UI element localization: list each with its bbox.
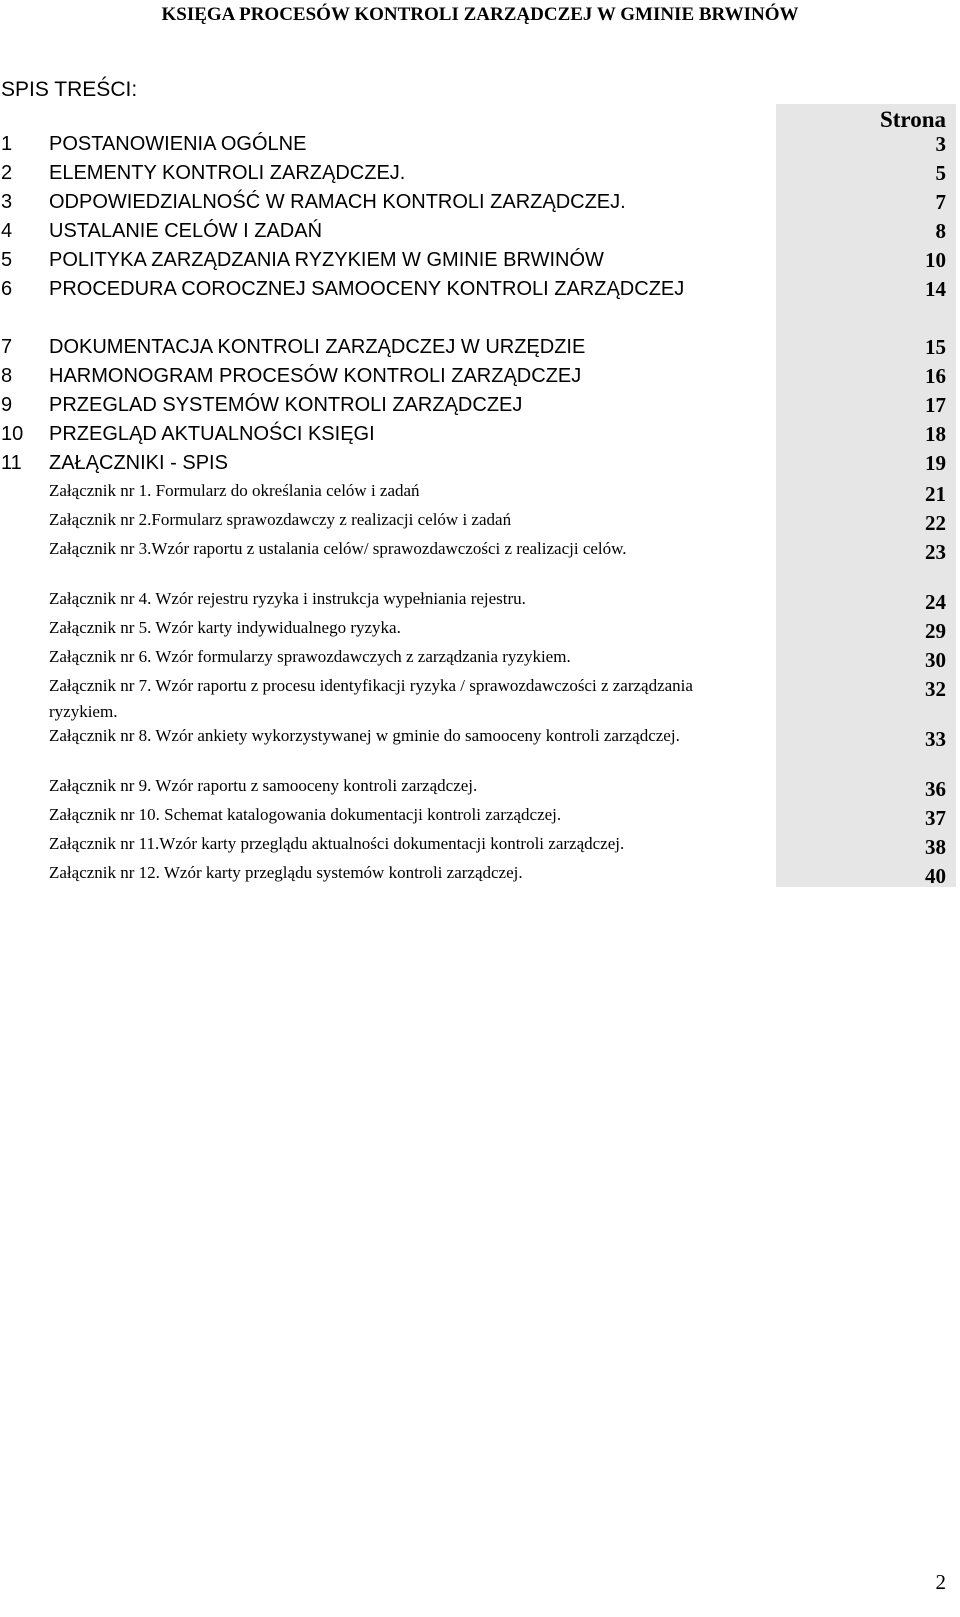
attachment-page: 23 [925,540,946,564]
attachment-page: 40 [925,864,946,888]
attachment-page: 32 [925,677,946,701]
attachment-page: 22 [925,511,946,535]
toc-row-page: 5 [935,161,946,185]
toc-row-number: 11 [1,452,22,474]
toc-row-page: 19 [925,451,946,475]
attachment-label: Załącznik nr 4. Wzór rejestru ryzyka i instrukcja wypełniania rejestru. [49,589,526,608]
page-column-header: Strona [879,107,946,132]
toc-row-label: USTALANIE CELÓW I ZADAŃ [49,220,323,242]
toc-row-label: PRZEGLĄD AKTUALNOŚCI KSIĘGI [49,423,375,445]
attachment-label: Załącznik nr 12. Wzór karty przeglądu systemów kontroli zarządczej. [49,863,523,882]
toc-row-number: 4 [1,220,13,242]
toc-row-label: ELEMENTY KONTROLI ZARZĄDCZEJ. [49,162,406,184]
toc-row-number: 2 [1,162,13,184]
toc-row-number: 1 [1,133,13,155]
toc-row-label: ZAŁĄCZNIKI - SPIS [49,452,228,474]
toc-row-number: 10 [1,423,24,445]
attachment-label: Załącznik nr 2.Formularz sprawozdawczy z realizacji celów i zadań [49,510,512,529]
attachment-page: 36 [925,777,946,801]
toc-row-page: 17 [925,393,946,417]
attachment-label: Załącznik nr 7. Wzór raportu z procesu identyfikacji ryzyka / sprawozdawczości z zarządzania ryzykiem. [49,676,693,721]
toc-row-number: 7 [1,336,13,358]
toc-row-number: 5 [1,249,13,271]
attachment-label: Załącznik nr 3.Wzór raportu z ustalania celów/ sprawozdawczości z realizacji celów. [49,539,627,558]
attachment-label: Załącznik nr 1. Formularz do określania celów i zadań [49,481,420,500]
attachment-label: Załącznik nr 11.Wzór karty przeglądu aktualności dokumentacji kontroli zarządczej. [49,834,625,853]
attachment-label: Załącznik nr 8. Wzór ankiety wykorzystywanej w gminie do samooceny kontroli zarządczej. [49,726,680,745]
attachment-page: 38 [925,835,946,859]
toc-row-page: 16 [925,364,946,388]
toc-row-label: DOKUMENTACJA KONTROLI ZARZĄDCZEJ W URZĘDZIE [49,336,586,358]
toc-row-number: 8 [1,365,13,387]
attachment-page: 30 [925,648,946,672]
attachment-label: Załącznik nr 5. Wzór karty indywidualnego ryzyka. [49,618,401,637]
toc-row-page: 14 [925,277,946,301]
toc-row-label: PROCEDURA COROCZNEJ SAMOOCENY KONTROLI ZARZĄDCZEJ [49,278,685,300]
toc-row-page: 3 [935,132,946,156]
toc-row-label: POLITYKA ZARZĄDZANIA RYZYKIEM W GMINIE BRWINÓW [49,249,604,271]
toc-heading: SPIS TREŚCI: [1,78,138,101]
toc-row-page: 7 [935,190,946,214]
toc-row-label: POSTANOWIENIA OGÓLNE [49,133,307,155]
toc-row-label: ODPOWIEDZIALNOŚĆ W RAMACH KONTROLI ZARZĄDCZEJ. [49,191,626,213]
attachment-page: 24 [925,590,946,614]
toc-row-number: 9 [1,394,13,416]
page-number: 2 [935,1570,946,1594]
toc-row-page: 8 [935,219,946,243]
attachment-label: Załącznik nr 6. Wzór formularzy sprawozdawczych z zarządzania ryzykiem. [49,647,571,666]
toc-row-number: 3 [1,191,13,213]
attachment-page: 21 [925,482,946,506]
attachment-page: 29 [925,619,946,643]
toc-row-page: 15 [925,335,946,359]
toc-row-label: HARMONOGRAM PROCESÓW KONTROLI ZARZĄDCZEJ [49,365,582,387]
toc-row-page: 18 [925,422,946,446]
toc-row-page: 10 [925,248,946,272]
toc-row-number: 6 [1,278,13,300]
attachment-page: 37 [925,806,946,830]
attachment-label: Załącznik nr 10. Schemat katalogowania dokumentacji kontroli zarządczej. [49,805,562,824]
toc-row-label: PRZEGLAD SYSTEMÓW KONTROLI ZARZĄDCZEJ [49,394,523,416]
document-title: KSIĘGA PROCESÓW KONTROLI ZARZĄDCZEJ W GMINIE BRWINÓW [161,4,799,25]
attachment-page: 33 [925,727,946,751]
attachment-label: Załącznik nr 9. Wzór raportu z samooceny kontroli zarządczej. [49,776,478,795]
